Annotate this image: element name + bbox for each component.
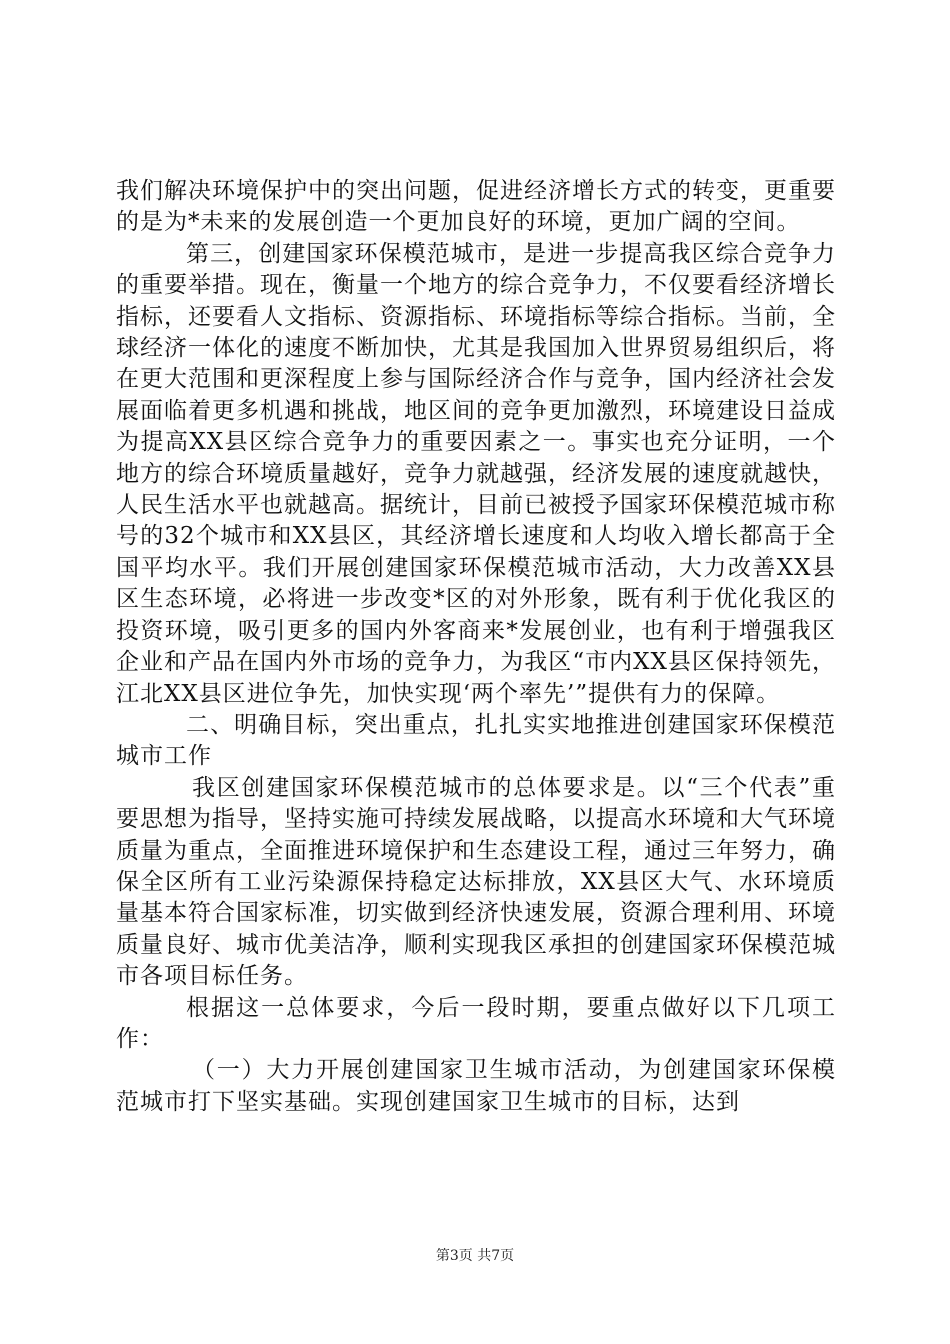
paragraph-continuation: 我们解决环境保护中的突出问题，促进经济增长方式的转变，更重要的是为*未来的发展创造一个更加良好的环境，更加广阔的空间。 [116, 178, 836, 236]
document-body [116, 176, 836, 1118]
paragraph-overall-requirement: 我区创建国家环保模范城市的总体要求是。以“三个代表”重要思想为指导，坚持实施可持续发展战略，以提高水环境和大气环境质量为重点，全面推进环境保护和生态建设工程，通过三年努力，确保全区所有工业污染源保持稳定达标排放，XX县区大气、水环境质量基本符合国家标准，切实做到经济快速发展，资源合理利用、环境质量良好、城市优美洁净，顺利实现我区承担的创建国家环保模范城市各项目标任务。 [116, 774, 836, 990]
page-number-footer: 第3页 共7页 [435, 1248, 515, 1264]
paragraph-task-one: （一）大力开展创建国家卫生城市活动，为创建国家环保模范城市打下坚实基础。实现创建国家卫生城市的目标，达到 [116, 1057, 836, 1115]
paragraph-key-tasks-intro: 根据这一总体要求，今后一段时期，要重点做好以下几项工作： [116, 994, 836, 1052]
section-heading-two: 二、明确目标，突出重点，扎扎实实地推进创建国家环保模范城市工作 [116, 711, 836, 770]
paragraph-third-point: 第三，创建国家环保模范城市，是进一步提高我区综合竞争力的重要举措。现在，衡量一个地方的综合竞争力，不仅要看经济增长指标，还要看人文指标、资源指标、环境指标等综合指标。当前，全球经济一体化的速度不断加快，尤其是我国加入世界贸易组织后，将在更大范围和更深程度上参与国际经济合作与竞争，国内经济社会发展面临着更多机遇和挑战，地区间的竞争更加激烈，环境建设日益成为提高XX县区综合竞争力的重要因素之一。事实也充分证明，一个地方的综合环境质量越好，竞争力就越强，经济发展的速度就越快，人民生活水平也就越高。据统计，目前已被授予国家环保模范城市称号的32个城市和XX县区，其经济增长速度和人均收入增长都高于全国平均水平。我们开展创建国家环保模范城市活动，大力改善XX县区生态环境，必将进一步改变*区的对外形象，既有利于优化我区的投资环境，吸引更多的国内外客商来*发展创业，也有利于增强我区企业和产品在国内外市场的竞争力，为我区“市内XX县区保持领先，江北XX县区进位争先，加快实现‘两个率先’”提供有力的保障。 [116, 240, 836, 707]
